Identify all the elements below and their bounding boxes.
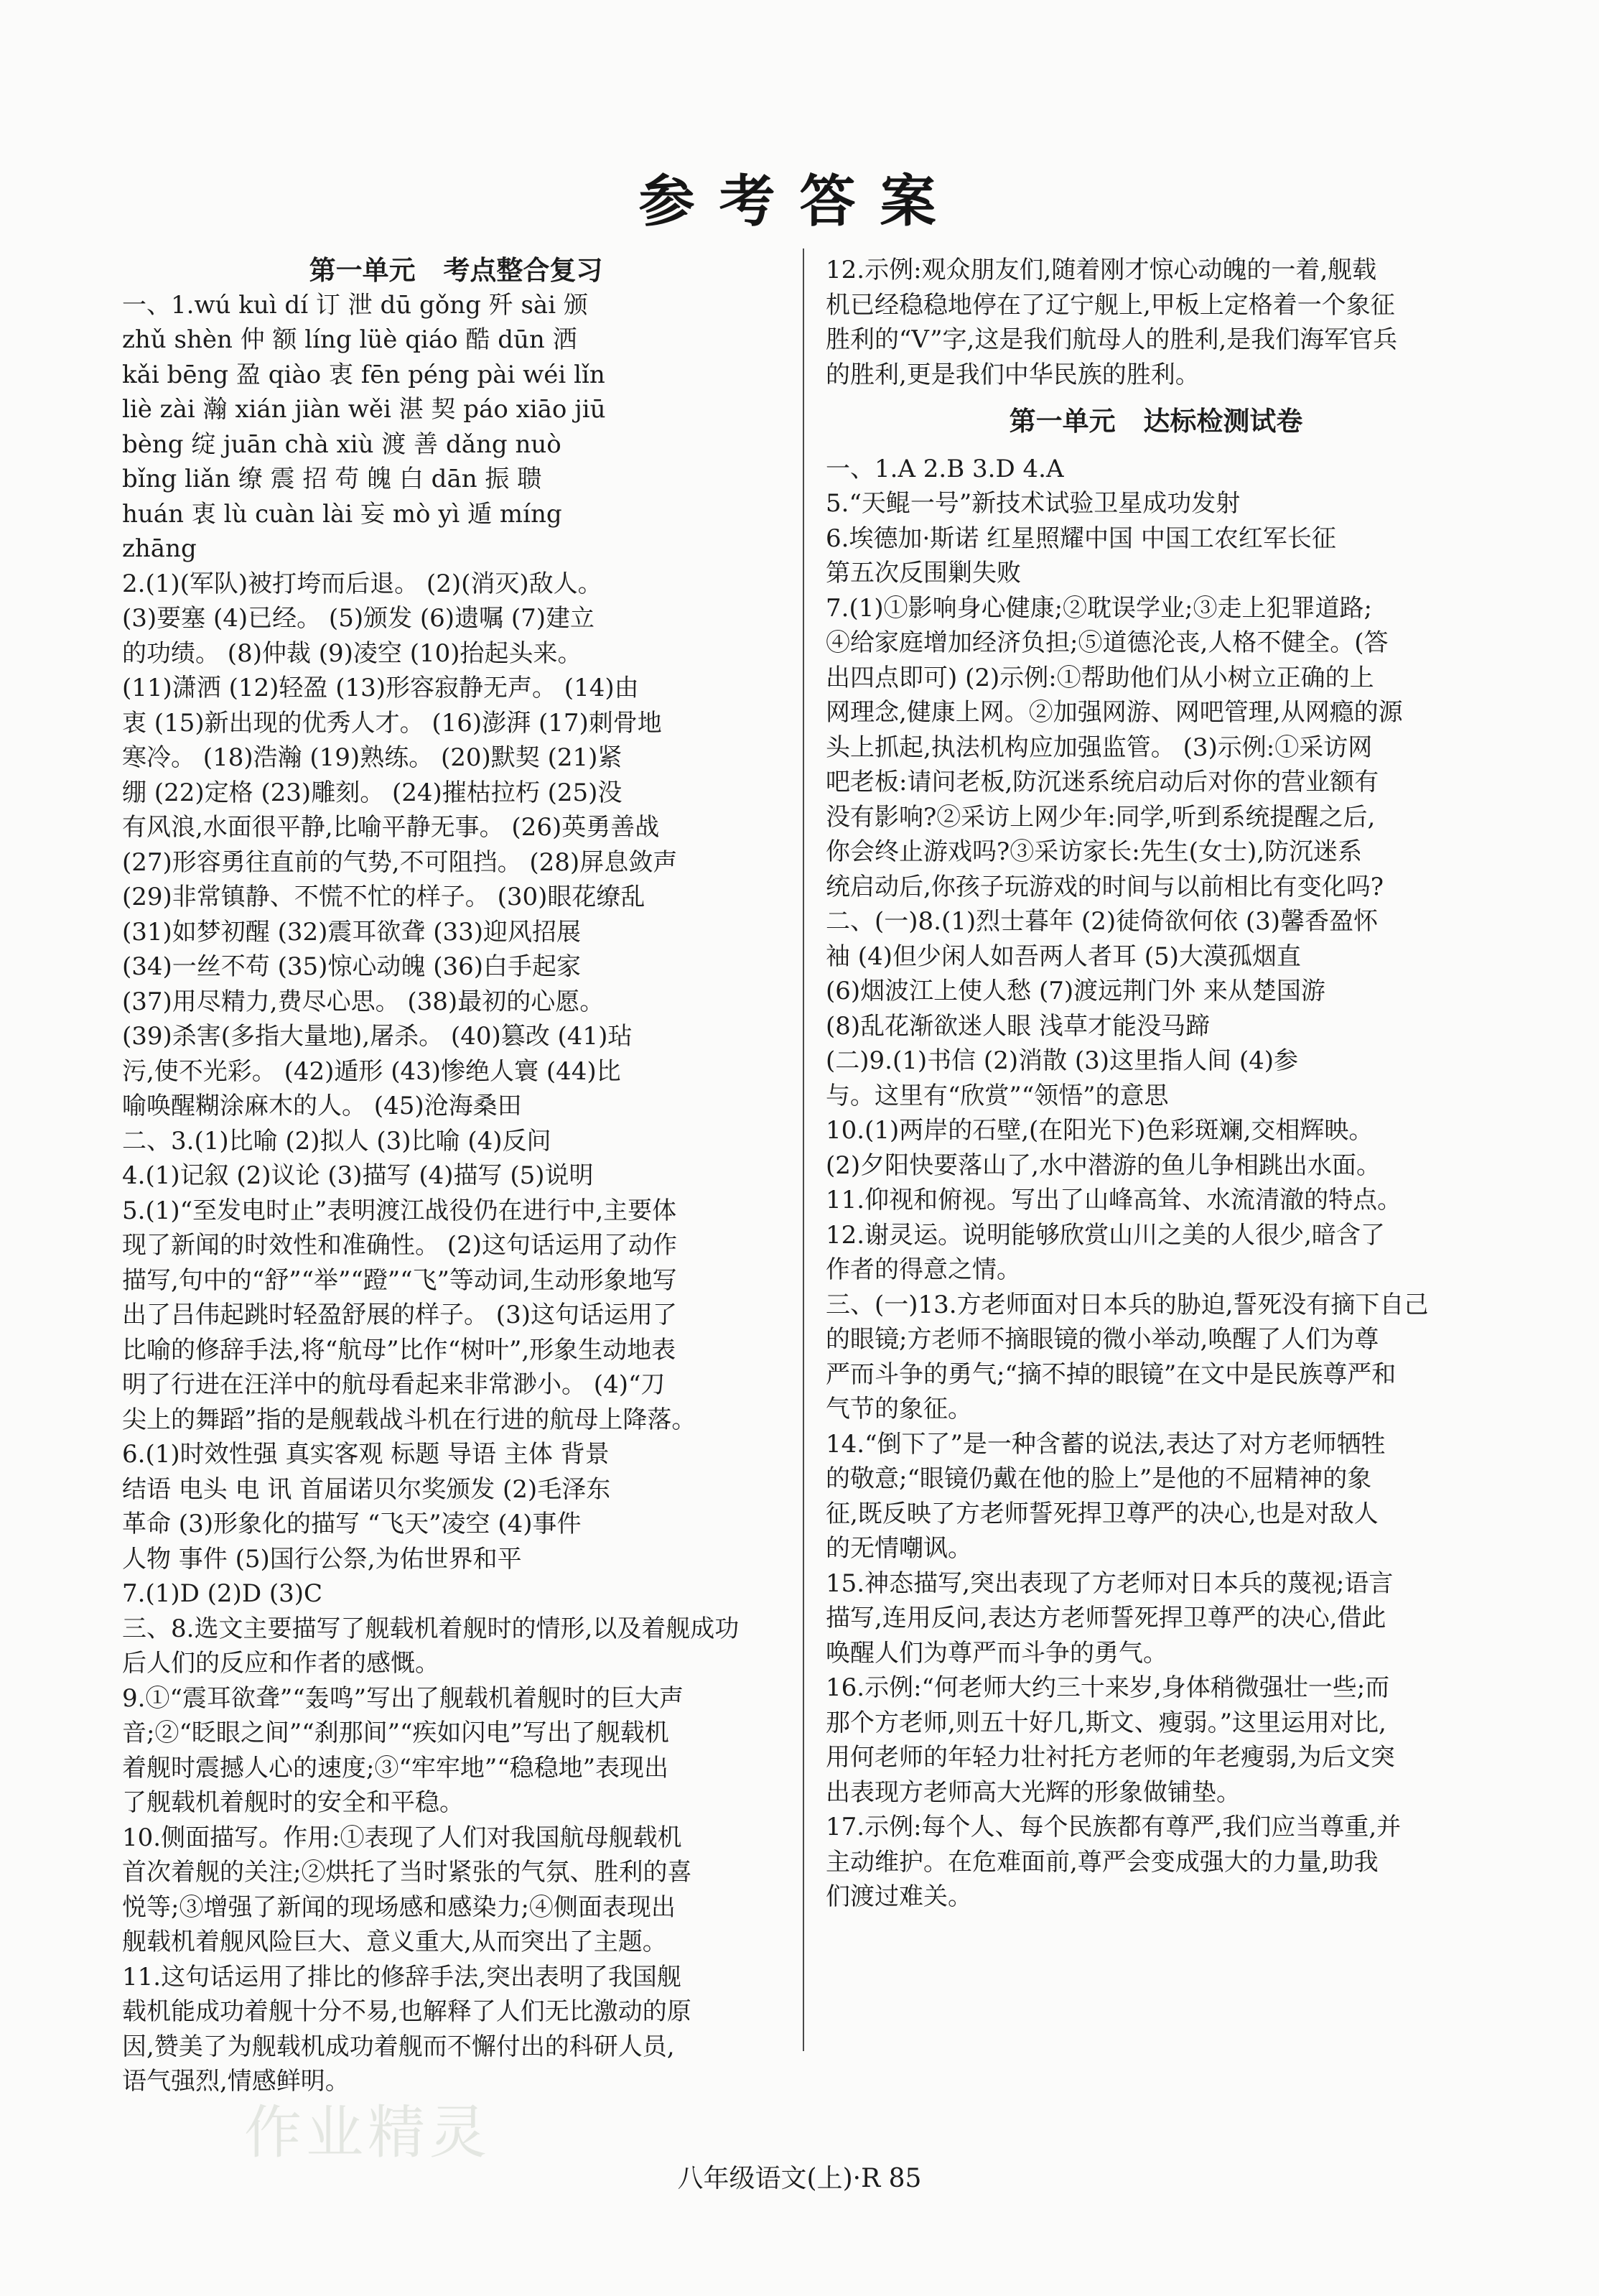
answer-line: 头上抓起,执法机构应加强监管。 (3)示例:①采访网 — [826, 733, 1373, 762]
answer-line: 10.侧面描写。作用:①表现了人们对我国航母舰载机 — [122, 1823, 682, 1852]
answer-line: 们渡过难关。 — [826, 1882, 972, 1911]
answer-line: (39)杀害(多指大量地),屠杀。 (40)篡改 (41)玷 — [122, 1022, 633, 1051]
answer-line: (31)如梦初醒 (32)震耳欲聋 (33)迎风招展 — [122, 917, 581, 947]
answer-line: 寒冷。 (18)浩瀚 (19)熟练。 (20)默契 (21)紧 — [122, 743, 623, 772]
answer-line: 唤醒人们为尊严而斗争的勇气。 — [826, 1638, 1167, 1668]
answer-line: 尖上的舞蹈”指的是舰载战斗机在行进的航母上降落。 — [122, 1405, 696, 1434]
answer-line: 的敬意;“眼镜仍戴在他的脸上”是他的不屈精神的象 — [826, 1464, 1372, 1493]
answer-line: 首次着舰的关注;②烘托了当时紧张的气氛、胜利的喜 — [122, 1858, 692, 1887]
page-title: 参考答案 — [638, 169, 961, 234]
answer-line: 出表现方老师高大光辉的形象做铺垫。 — [826, 1777, 1241, 1807]
answer-line: 绷 (22)定格 (23)雕刻。 (24)摧枯拉朽 (25)没 — [122, 778, 623, 807]
left-answer-lines — [122, 288, 790, 2099]
answer-line: huán 衷 lù cuàn lài 妄 mò yì 遁 míng — [122, 499, 562, 529]
answer-line: 4.(1)记叙 (2)议论 (3)描写 (4)描写 (5)说明 — [122, 1161, 594, 1190]
answer-line: 你会终止游戏吗?③采访家长:先生(女士),防沉迷系 — [826, 837, 1363, 866]
answer-line: 的胜利,更是我们中华民族的胜利。 — [826, 360, 1200, 389]
answer-line: 二、(一)8.(1)烈士暮年 (2)徒倚欲何依 (3)馨香盈怀 — [826, 907, 1379, 936]
answer-line: (27)形容勇往直前的气势,不可阻挡。 (28)屏息敛声 — [122, 847, 678, 877]
answer-line: 的无情嘲讽。 — [826, 1534, 972, 1563]
right-answer-lines-top — [826, 253, 1486, 392]
answer-line: (11)潇洒 (12)轻盈 (13)形容寂静无声。 (14)由 — [122, 674, 639, 702]
answer-line: 机已经稳稳地停在了辽宁舰上,甲板上定格着一个象征 — [826, 290, 1395, 320]
answer-line: 出了吕伟起跳时轻盈舒展的样子。 (3)这句话运用了 — [122, 1301, 677, 1329]
answer-line: 与。这里有“欣赏”“领悟”的意思 — [826, 1081, 1169, 1110]
answer-line: 喻唤醒糊涂麻木的人。 (45)沧海桑田 — [122, 1092, 522, 1120]
answer-line: 那个方老师,则五十好几,斯文、瘦弱。”这里运用对比, — [826, 1708, 1386, 1737]
answer-line: 二、3.(1)比喻 (2)拟人 (3)比喻 (4)反问 — [122, 1126, 551, 1156]
answer-line: (34)一丝不苟 (35)惊心动魄 (36)白手起家 — [122, 952, 581, 981]
watermark: 作业精灵 — [244, 2099, 491, 2166]
answer-line: 舰载机着舰风险巨大、意义重大,从而突出了主题。 — [122, 1928, 667, 1956]
answer-line: 11.仰视和俯视。写出了山峰高耸、水流清澈的特点。 — [826, 1186, 1402, 1214]
answer-line: 现了新闻的时效性和准确性。 (2)这句话运用了动作 — [122, 1231, 677, 1260]
answer-line: 作者的得意之情。 — [826, 1255, 1021, 1284]
answer-line: 网理念,健康上网。②加强网游、网吧管理,从网瘾的源 — [826, 698, 1403, 727]
answer-line: 描写,连用反问,表达方老师誓死捍卫尊严的决心,借此 — [826, 1604, 1386, 1632]
answer-line: 载机能成功着舰十分不易,也解释了人们无比激动的原 — [122, 1997, 691, 2026]
answer-line: 吧老板:请问老板,防沉迷系统启动后对你的营业额有 — [826, 768, 1379, 796]
answer-line: 衷 (15)新出现的优秀人才。 (16)澎湃 (17)刺骨地 — [122, 708, 662, 738]
answer-line: 气节的象征。 — [826, 1395, 972, 1423]
answer-line: 10.(1)两岸的石壁,(在阳光下)色彩斑斓,交相辉映。 — [826, 1116, 1374, 1145]
answer-line: 结语 电头 电 讯 首届诺贝尔奖颁发 (2)毛泽东 — [122, 1474, 611, 1504]
answer-line: zhǔ shèn 仲 额 líng lüè qiáo 酷 dūn 洒 — [122, 325, 577, 354]
answer-line: 5.“天鲲一号”新技术试验卫星成功发射 — [826, 489, 1241, 518]
answer-line: 6.(1)时效性强 真实客观 标题 导语 主体 背景 — [122, 1440, 610, 1469]
answer-line: (8)乱花渐欲迷人眼 浅草才能没马蹄 — [826, 1011, 1210, 1041]
answer-line: 污,使不光彩。 (42)遁形 (43)惨绝人寰 (44)比 — [122, 1056, 621, 1086]
answer-line: 7.(1)D (2)D (3)C — [122, 1579, 323, 1608]
answer-line: 征,既反映了方老师誓死捍卫尊严的决心,也是对敌人 — [826, 1499, 1379, 1528]
answer-line: 了舰载机着舰时的安全和平稳。 — [122, 1788, 464, 1817]
answer-line: 出四点即可) (2)示例:①帮助他们从小树立正确的上 — [826, 663, 1374, 692]
answer-line: (二)9.(1)书信 (2)消散 (3)这里指人间 (4)参 — [826, 1046, 1299, 1075]
answer-line: 没有影响?②采访上网少年:同学,听到系统提醒之后, — [826, 802, 1376, 832]
answer-line: 12.示例:观众朋友们,随着刚才惊心动魄的一着,舰载 — [826, 256, 1377, 284]
left-column — [122, 253, 790, 2099]
answer-line: 的功绩。 (8)仲裁 (9)凌空 (10)抬起头来。 — [122, 638, 582, 668]
answer-line: bǐng liǎn 缭 震 招 苟 魄 白 dān 振 聩 — [122, 465, 542, 493]
answer-line: 一、1.A 2.B 3.D 4.A — [826, 454, 1064, 483]
answer-line: 16.示例:“何老师大约三十来岁,身体稍微强壮一些;而 — [826, 1673, 1390, 1702]
answer-line: (2)夕阳快要落山了,水中潜游的鱼儿争相跳出水面。 — [826, 1151, 1381, 1180]
answer-line: 11.这句话运用了排比的修辞手法,突出表明了我国舰 — [122, 1962, 681, 1991]
section-heading-test: 第一单元 达标检测试卷 — [1009, 405, 1303, 437]
answer-line: 第五次反围剿失败 — [826, 559, 1021, 587]
answer-line: (29)非常镇静、不慌不忙的样子。 (30)眼花缭乱 — [122, 883, 645, 911]
answer-line: bèng 绽 juān chà xiù 渡 善 dǎng nuò — [122, 429, 561, 459]
answer-line: 一、1.wú kuì dí 订 泄 dū gǒng 歼 sài 颁 — [122, 290, 588, 320]
answer-line: 人物 事件 (5)国行公祭,为佑世界和平 — [122, 1544, 522, 1574]
answer-line: 比喻的修辞手法,将“航母”比作“树叶”,形象生动地表 — [122, 1335, 676, 1365]
answer-line: 三、(一)13.方老师面对日本兵的胁迫,誓死没有摘下自己 — [826, 1290, 1429, 1319]
answer-line: 语气强烈,情感鲜明。 — [122, 2067, 350, 2096]
answer-line: 主动维护。在危难面前,尊严会变成强大的力量,助我 — [826, 1847, 1379, 1877]
answer-line: kǎi bēng 盈 qiào 衷 fēn péng pài wéi lǐn — [122, 360, 605, 389]
answer-line: 描写,句中的“舒”“举”“蹬”“飞”等动词,生动形象地写 — [122, 1265, 677, 1295]
answer-line: 15.神态描写,突出表现了方老师对日本兵的蔑视;语言 — [826, 1568, 1394, 1598]
answer-line: 三、8.选文主要描写了舰载机着舰时的情形,以及着舰成功 — [122, 1614, 740, 1643]
answer-line: 有风浪,水面很平静,比喻平静无事。 (26)英勇善战 — [122, 813, 660, 842]
page-footer: 八年级语文(上)·R 85 — [677, 2164, 922, 2193]
answer-line: (37)用尽精力,费尽心思。 (38)最初的心愿。 — [122, 987, 605, 1016]
answer-line: 严而斗争的勇气;“摘不掉的眼镜”在文中是民族尊严和 — [826, 1360, 1397, 1389]
right-column — [826, 253, 1486, 1915]
answer-line: zhāng — [122, 534, 197, 563]
answer-line: 的眼镜;方老师不摘眼镜的微小举动,唤醒了人们为尊 — [826, 1325, 1379, 1354]
right-answer-lines — [826, 452, 1486, 1915]
answer-line: 统启动后,你孩子玩游戏的时间与以前相比有变化吗? — [826, 872, 1384, 901]
answer-line: 明了行进在汪洋中的航母看起来非常渺小。 (4)“刀 — [122, 1370, 666, 1399]
answer-line: 17.示例:每个人、每个民族都有尊严,我们应当尊重,并 — [826, 1813, 1402, 1841]
answer-line: 7.(1)①影响身心健康;②耽误学业;③走上犯罪道路; — [826, 593, 1372, 623]
answer-line: 袖 (4)但少闲人如吾两人者耳 (5)大漠孤烟直 — [826, 942, 1301, 971]
answer-line: liè zài 瀚 xián jiàn wěi 湛 契 páo xiāo jiū — [122, 395, 606, 424]
answer-line: 14.“倒下了”是一种含蓄的说法,表达了对方老师牺牲 — [826, 1429, 1386, 1459]
answer-line: 胜利的“V”字,这是我们航母人的胜利,是我们海军官兵 — [826, 325, 1398, 354]
answer-line: 9.①“震耳欲聋”“轰鸣”写出了舰载机着舰时的巨大声 — [122, 1683, 684, 1713]
answer-line: (3)要塞 (4)已经。 (5)颁发 (6)遗嘱 (7)建立 — [122, 604, 595, 633]
column-divider — [803, 248, 804, 2051]
answer-line: ④给家庭增加经济负担;⑤道德沦丧,人格不健全。(答 — [826, 628, 1389, 657]
answer-line: 6.埃德加·斯诺 红星照耀中国 中国工农红军长征 — [826, 524, 1336, 553]
section-heading-review: 第一单元 考点整合复习 — [309, 254, 603, 286]
answer-line: 音;②“眨眼之间”“刹那间”“疾如闪电”写出了舰载机 — [122, 1719, 669, 1747]
answer-line: (6)烟波江上使人愁 (7)渡远荆门外 来从楚国游 — [826, 977, 1325, 1005]
answer-line: 用何老师的年轻力壮衬托方老师的年老瘦弱,为后文突 — [826, 1743, 1395, 1772]
answer-line: 5.(1)“至发电时止”表明渡江战役仍在进行中,主要体 — [122, 1196, 677, 1225]
answer-line: 2.(1)(军队)被打垮而后退。 (2)(消灭)敌人。 — [122, 569, 602, 598]
answer-line: 着舰时震撼人心的速度;③“牢牢地”“稳稳地”表现出 — [122, 1753, 668, 1783]
answer-line: 后人们的反应和作者的感慨。 — [122, 1649, 439, 1678]
answer-line: 因,赞美了为舰载机成功着舰而不懈付出的科研人员, — [122, 2032, 675, 2061]
answer-line: 12.谢灵运。说明能够欣赏山川之美的人很少,暗含了 — [826, 1220, 1385, 1250]
answer-line: 革命 (3)形象化的描写 “飞天”凌空 (4)事件 — [122, 1510, 582, 1538]
answer-line: 悦等;③增强了新闻的现场感和感染力;④侧面表现出 — [122, 1892, 676, 1922]
